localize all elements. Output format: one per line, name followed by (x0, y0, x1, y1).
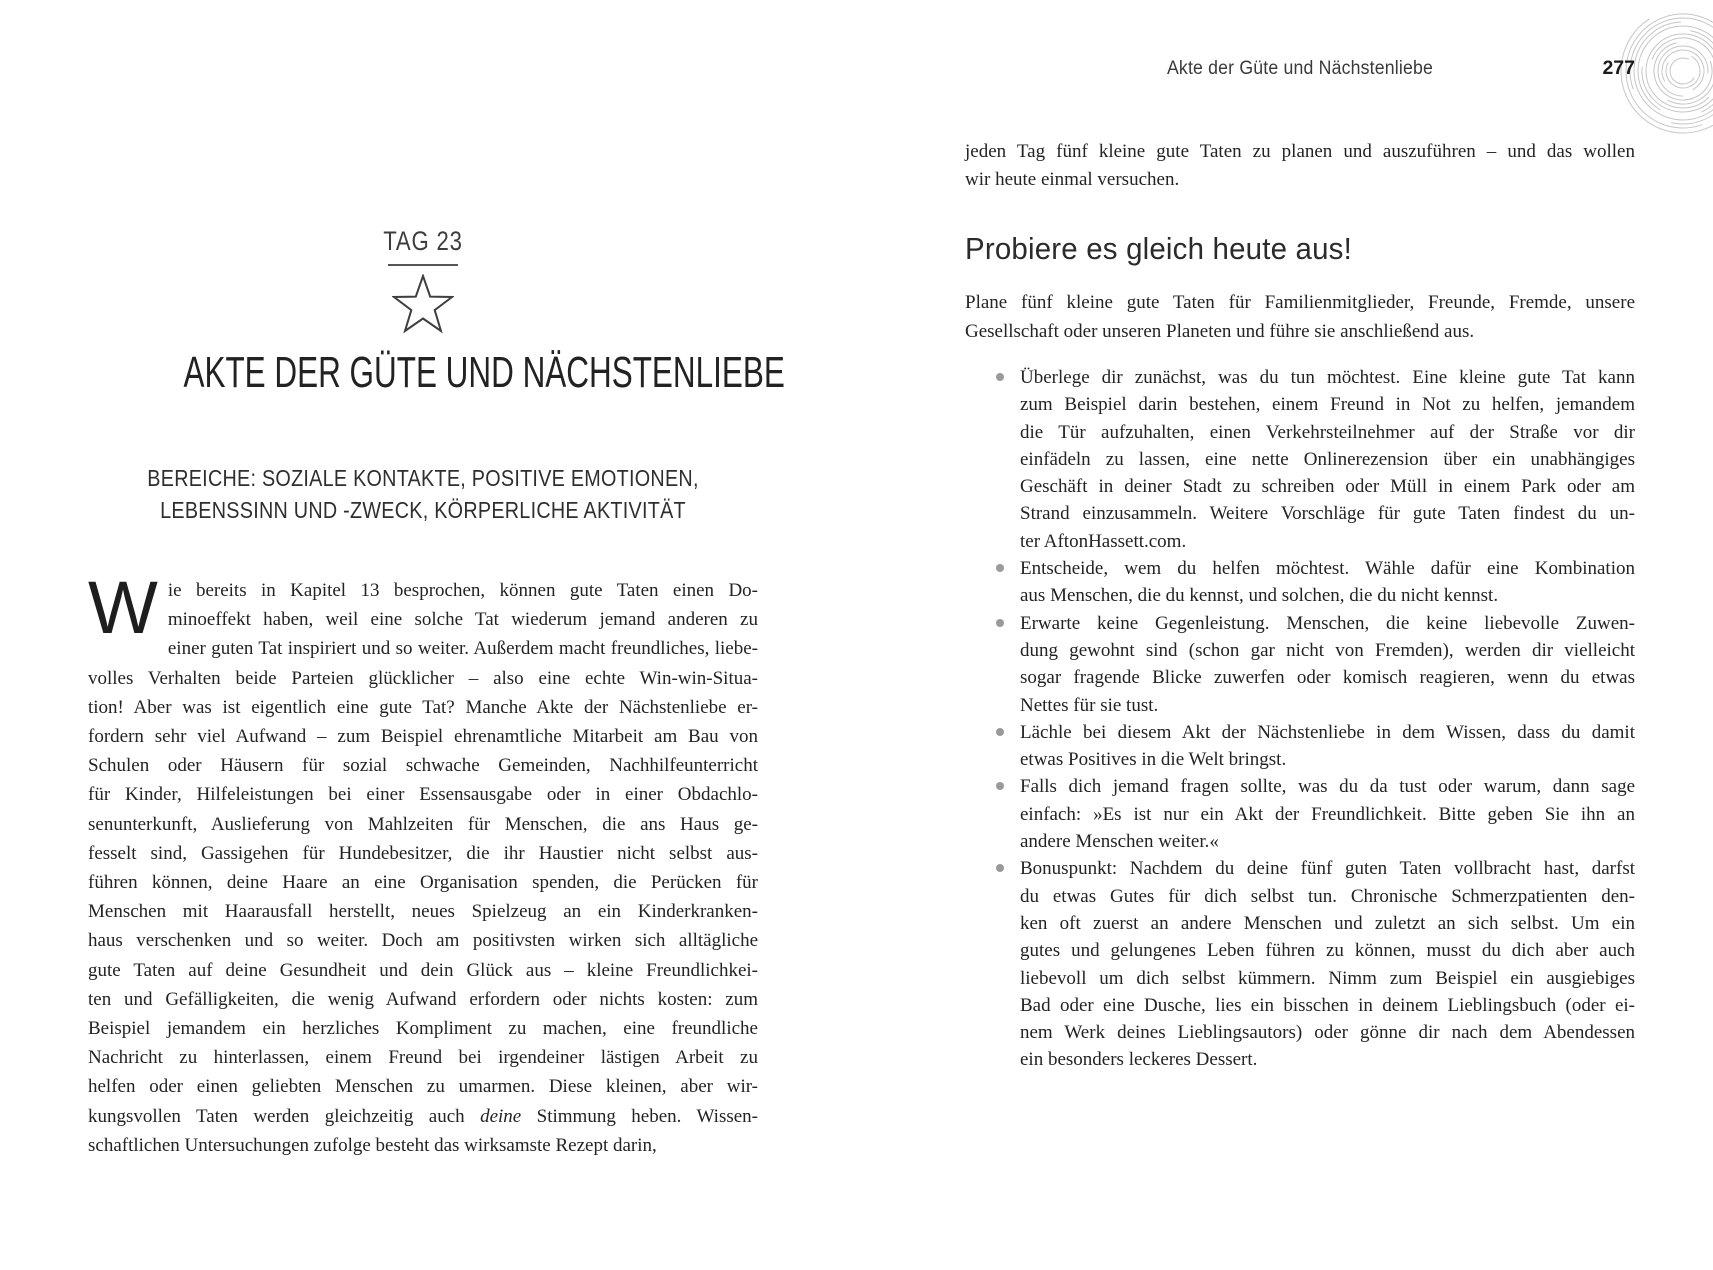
text-line: tion! Aber was ist eigentlich eine gute Tat? Manche Akte der Nächstenliebe er- (88, 696, 758, 718)
bullet-dot-icon (996, 728, 1004, 736)
text-line: Entscheide, wem du helfen möchtest. Wähle dafür eine Kombination (1020, 558, 1635, 580)
text-line: senunterkunft, Auslieferung von Mahlzeiten für Menschen, die ans Haus ge- (88, 813, 758, 835)
chapter-title: AKTE DER GÜTE UND NÄCHSTENLIEBE (183, 348, 785, 397)
text-line: Gesellschaft oder unseren Planeten und führe sie anschließend aus. (965, 320, 1475, 342)
text-line: Schulen oder Häusern für sozial schwache Gemeinden, Nachhilfeunterricht (88, 755, 758, 777)
text-line: Menschen mit Haarausfall herstellt, neues Spielzeug an ein Kinderkranken- (88, 901, 758, 923)
day-kicker: TAG 23 (383, 226, 463, 256)
text-line: für Kinder, Hilfeleistungen bei einer Essensausgabe oder in einer Obdachlo- (88, 784, 758, 806)
text-line: Nachricht zu hinterlassen, einem Freund bei irgendeiner lästigen Arbeit zu (88, 1047, 758, 1069)
text-line: führen können, deine Haare an eine Organisation spenden, die Perücken für (88, 872, 758, 894)
text-line: einfach: »Es ist nur ein Akt der Freundlichkeit. Bitte geben Sie ihn an (1020, 803, 1635, 825)
text-line: dung gewohnt sind (schon gar nicht von Fremden), werden dir vielleicht (1020, 639, 1635, 661)
tips-bullet-list (965, 364, 1635, 1074)
drop-cap: W (88, 566, 158, 649)
bullet-dot-icon (996, 373, 1004, 381)
text-line: aus Menschen, die du kennst, und solchen, die du nicht kennst. (1020, 585, 1499, 607)
bullet-dot-icon (996, 782, 1004, 790)
text-line: andere Menschen weiter.« (1020, 831, 1219, 853)
text-line: Plane fünf kleine gute Taten für Familienmitglieder, Freunde, Fremde, unsere (965, 292, 1635, 313)
list-item (965, 719, 1635, 774)
section-lead-paragraph (965, 289, 1635, 346)
text-line: Bonuspunkt: Nachdem du deine fünf guten Taten vollbracht hast, darfst (1020, 858, 1635, 880)
text-line: ein besonders leckeres Dessert. (1020, 1049, 1258, 1071)
bullet-dot-icon (996, 864, 1004, 872)
list-item (965, 364, 1635, 555)
text-line: Nettes für sie tust. (1020, 694, 1159, 716)
list-item (965, 555, 1635, 610)
text-line: Überlege dir zunächst, was du tun möchtest. Eine kleine gute Tat kann (1020, 367, 1635, 388)
text-line: kungsvollen Taten werden gleichzeitig auch deine Stimmung heben. Wissen- (88, 1105, 758, 1127)
text-line: minoeffekt haben, weil eine solche Tat wiederum jemand anderen zu (167, 609, 758, 631)
chapter-subtitle-line1: BEREICHE: SOZIALE KONTAKTE, POSITIVE EMOTIONEN, (147, 465, 699, 491)
text-line: ter AftonHassett.com. (1020, 530, 1187, 552)
text-line: Falls dich jemand fragen sollte, was du da tust oder warum, dann sage (1020, 776, 1635, 798)
bullet-dot-icon (996, 564, 1004, 572)
text-line: helfen oder einen geliebten Menschen zu umarmen. Diese kleinen, aber wir- (88, 1076, 758, 1098)
text-line: Geschäft in deiner Stadt zu schreiben oder Müll in einem Park oder am (1020, 476, 1635, 498)
text-line: Lächle bei diesem Akt der Nächstenliebe in dem Wissen, dass du damit (1020, 721, 1635, 743)
section-heading: Probiere es gleich heute aus! (965, 231, 1352, 266)
text-line: Beispiel jemandem ein herzliches Kompliment zu machen, eine freundliche (88, 1018, 758, 1040)
text-line: du etwas Gutes für dich selbst tun. Chronische Schmerzpatienten den- (1020, 885, 1635, 907)
text-line: fesselt sind, Gassigehen für Hundebesitzer, die ihr Haustier nicht selbst aus- (88, 842, 758, 864)
text-line: haus verschenken und so weiter. Doch am positivsten wirken sich alltägliche (88, 930, 758, 952)
bullet-dot-icon (996, 619, 1004, 627)
chapter-subtitle-line2: LEBENSSINN UND -ZWECK, KÖRPERLICHE AKTIVITÄT (160, 497, 686, 523)
chapter-subtitle (135, 462, 711, 526)
text-line: schaftlichen Untersuchungen zufolge besteht das wirksamste Rezept darin, (88, 1134, 657, 1156)
running-header: Akte der Güte und Nächstenliebe (1166, 58, 1434, 79)
chapter-body-paragraph (88, 566, 758, 1160)
text-line: fordern sehr viel Aufwand – zum Beispiel ehrenamtliche Mitarbeit am Bau von (88, 726, 758, 748)
text-line: wir heute einmal versuchen. (965, 168, 1180, 190)
text-line: ken oft zuerst an andere Menschen und zuletzt an sich selbst. Um ein (1020, 912, 1635, 934)
text-line: volles Verhalten beide Parteien glücklicher – also eine echte Win-win-Situa- (88, 667, 758, 689)
text-line: nem Werk deines Lieblingsautors) oder gönne dir nach dem Abendessen (1020, 1022, 1635, 1044)
carryover-paragraph (965, 138, 1635, 193)
text-line: einer guten Tat inspiriert und so weiter. Außerdem macht freundliches, liebe- (167, 638, 758, 660)
text-line: einfädeln zu lassen, eine nette Onlinerezension über ein unabhängiges (1020, 448, 1635, 470)
text-line: Bad oder eine Dusche, lies ein bisschen in deinem Lieblingsbuch (oder ei- (1020, 994, 1635, 1016)
page-number: 277 (1602, 57, 1635, 79)
chapter-body-lines (88, 566, 758, 1160)
list-item (965, 855, 1635, 1073)
text-line: jeden Tag fünf kleine gute Taten zu planen und auszuführen – und das wollen (965, 141, 1635, 162)
text-line: zum Beispiel darin bestehen, einem Freund in Not zu helfen, jemandem (1020, 394, 1635, 416)
text-line: etwas Positives in die Welt bringst. (1020, 749, 1287, 771)
text-line: gute Taten auf deine Gesundheit und dein Glück aus – kleine Freundlichkei- (88, 959, 758, 981)
text-line: Erwarte keine Gegenleistung. Menschen, die keine liebevolle Zuwen- (1020, 612, 1635, 634)
text-line: gutes und gelungenes Leben führen zu können, musst du dich aber auch (1020, 940, 1635, 962)
text-line: ie bereits in Kapitel 13 besprochen, können gute Taten einen Do- (167, 580, 758, 601)
text-line: die Tür aufzuhalten, einen Verkehrsteilnehmer auf der Straße vor dir (1020, 421, 1635, 443)
list-item (965, 773, 1635, 855)
text-line: sogar fragende Blicke zuwerfen oder komisch reagieren, wenn du etwas (1020, 667, 1635, 689)
text-line: ten und Gefälligkeiten, die wenig Aufwand erfordern oder nichts kosten: zum (88, 988, 758, 1010)
text-line: liebevoll um dich selbst kümmern. Nimm zum Beispiel ein ausgiebiges (1020, 967, 1635, 989)
list-item (965, 610, 1635, 719)
star-icon (88, 274, 758, 339)
text-line: Strand einzusammeln. Weitere Vorschläge für gute Taten findest du un- (1020, 503, 1635, 525)
